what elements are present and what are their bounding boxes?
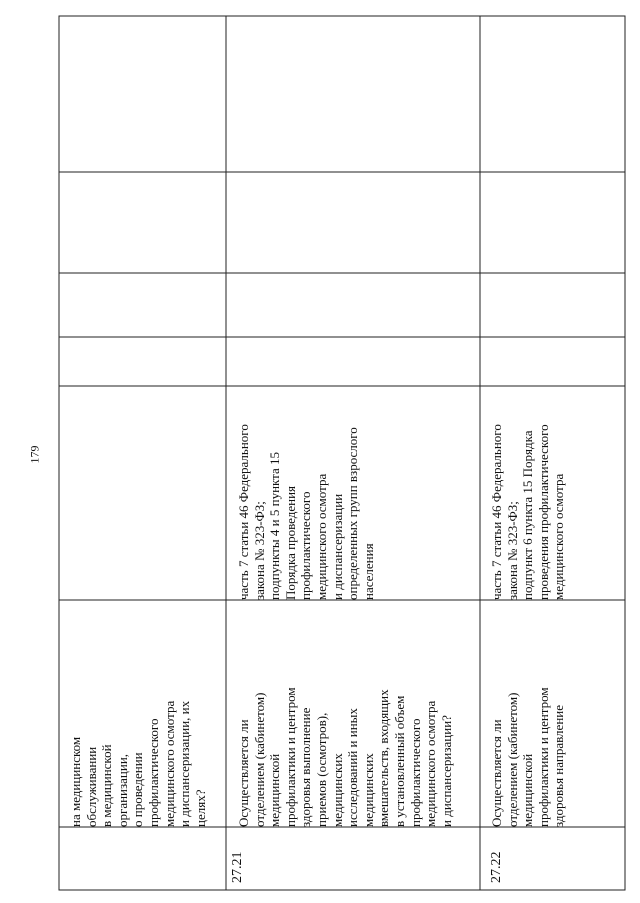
page-number: 179 xyxy=(27,445,42,464)
